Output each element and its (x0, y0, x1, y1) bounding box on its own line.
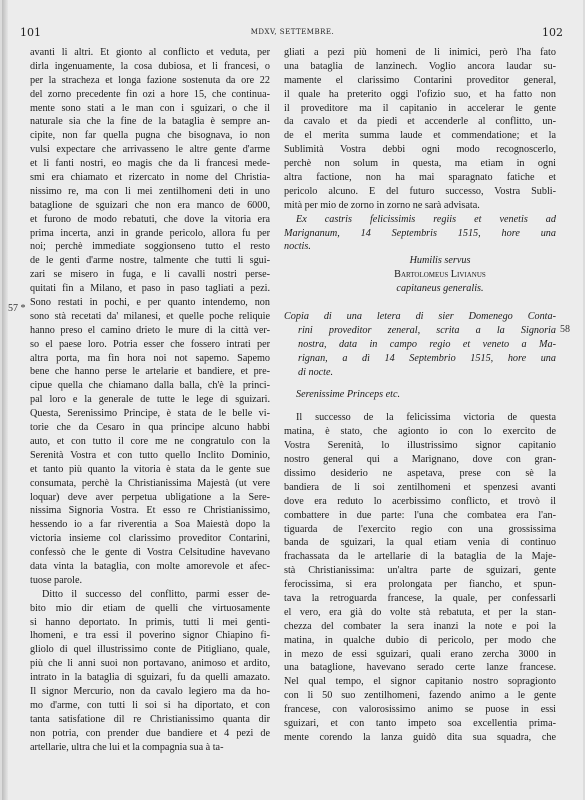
text-line: frachassata da le artellarie di la bataglia de la Maje- (284, 551, 556, 563)
text-line: et furono de modo rebatuti, che dove la vitoria era (30, 213, 270, 225)
page-header (2, 26, 583, 40)
page-number-left: 101 (20, 26, 41, 39)
text-line: altra factione, non ha mai sparagnato fatiche et (284, 172, 556, 184)
binding-shadow (2, 0, 8, 800)
text-line: smi era chiamato et rizercato in nome del Christia- (30, 172, 270, 184)
right-text-column (284, 46, 556, 745)
text-line: tanta satisfatione dil re Christianissimo quanta dir (30, 713, 270, 725)
text-line: gliolo di quel illustrissimo conte de Pitigliano, quale, (30, 644, 270, 656)
text-line: dove era reduto lo acerbissimo conflicto, et trovò il (284, 495, 556, 507)
left-text-column (30, 46, 270, 754)
text-line: bataglione de sguizari che non era manco de 6000, (30, 199, 270, 211)
text-line: Vostra Serenità, lo illustrissimo signor capitanio (284, 440, 556, 452)
margin-note-left: 57 * (8, 303, 26, 314)
text-line: perchè non solum in questa, ma etiam in ogni (284, 158, 556, 170)
heading-line: rini proveditor zeneral, scrita a la Signoria (298, 324, 556, 336)
text-line: cipite, non far quella pugna che bisognava, io non (30, 130, 270, 142)
text-line: banda de sguizari, la qual etiam venia di continuo (284, 537, 556, 549)
letter-closing (284, 213, 556, 255)
closing-line: Ex castris felicissimis regiis et venetis ad (296, 213, 556, 225)
text-line: bene che hanno perse le artelarie et bandiere, et pre- (30, 366, 270, 378)
page-number-right: 102 (542, 26, 563, 39)
text-line: noi; perchè immediate soggionseno tutto el resto (30, 241, 270, 253)
text-line: hessendo io a far riverentia a Soa Maiestà dopo la (30, 519, 270, 531)
text-line: mamente el clarissimo Contarini proveditor general, (284, 74, 556, 86)
heading-line: nostra, data in campo regio et veneto a Ma- (298, 338, 556, 350)
text-line: non potria, con prender due bandiere et 4 pezi de (30, 727, 270, 739)
text-line: combattere in due parte: l'una che combatea era l'an- (284, 509, 556, 521)
text-line: dissimo desiderio ne aspetava, prese con sè la (284, 467, 556, 479)
text-line: il quale ha preterito oggi l'ofizio suo, et ha fatto non (284, 88, 556, 100)
text-line: Sono restati in pochi, e per quanto intendemo, non (30, 297, 270, 309)
signer-name: Bartolomeus Livianus (394, 269, 486, 281)
text-line: Il successo de la felicissima victoria de questa (296, 412, 556, 424)
text-line: ferocissima, si era prolongata per fiancho, et spun- (284, 579, 556, 591)
heading-line: di nocte. (298, 366, 334, 378)
text-line: dirla ingenuamente, la cosa dubiosa, et li francesi, o (30, 60, 270, 72)
text-line: del zorno precedente fin ozi a hore 15, che continua- (30, 88, 270, 100)
book-page (2, 0, 583, 800)
text-line: victoria insieme col clarissimo proveditor Contarini, (30, 533, 270, 545)
text-line: zari se misero in fuga, e li cavalli nostri perse- (30, 269, 270, 281)
text-line: gliati a pezi più homeni de li inimici, però l'ha fato (284, 47, 556, 58)
letter-body (284, 411, 556, 744)
text-line: il proveditore ma il capitanio in accelerar le gente (284, 102, 556, 114)
text-line: tuose parole. (30, 574, 83, 586)
text-line: mente sono stati a le man con i sguizari, o che il (30, 102, 270, 114)
text-line: Nel qual tempo, el signor capitanio nostro sopragionto (284, 676, 556, 688)
text-line: matina, è stato, che agionto io con lo exercito de (284, 426, 556, 438)
text-line: una bataglia de lanzinech. Voglio ancora laudar su- (284, 60, 556, 72)
text-line: torie che da Cesaro in qua principe alcuno habbi (30, 422, 270, 434)
text-line: artellarie, ultra che lui et la compagnia sua à ta- (30, 741, 224, 753)
text-line: vulsi expectare che arrivasseno le altre gente d'arme (30, 144, 270, 156)
text-line: lhomeni, e tra essi il poverino signor Chiapino fi- (30, 630, 270, 642)
text-line: matina, in qualche dubio di pericolo, per modo che (284, 634, 556, 646)
text-line: mità per mio de zorno in zorno ne sarà advisata. (284, 199, 480, 211)
text-line: chezza del combater la sera inanzi la note e poi la (284, 620, 556, 632)
text-line: nostro general qui a Marignano, dove con gran- (284, 454, 556, 466)
text-line: con li 50 suo zentilhomeni, fazendo animo a le gente (284, 690, 556, 702)
text-line: stà Christianissima: un'altra parte de sguizari, gente (284, 565, 556, 577)
margin-note-right: 58 (560, 324, 570, 335)
text-line: più che li anni suoi non portavano, animoso et ardito, (30, 658, 270, 670)
text-line: et li fanti nostri, eo magis che da li francesi mede- (30, 158, 270, 170)
running-head: MDXV, SETTEMBRE. (250, 28, 335, 36)
text-line: Serenità Vostra et con tutto quello Inclito Dominio, (30, 449, 270, 461)
text-line: da cavalo et da piedi et accenderle al conflitto, un- (284, 116, 556, 128)
heading-line: rignan, a dì 14 Septembrio 1515, hore una (298, 352, 556, 364)
letter-heading (284, 310, 556, 379)
letter-continuation (284, 46, 556, 213)
text-line: nissima Signoria Vostra. Et esso re Christianissimo, (30, 505, 270, 517)
text-line: bito mio dir etiam de quelli che virtuosamente (30, 602, 270, 614)
text-line: cipue quella che chiamano dalla balla, ch'è la princi- (30, 380, 270, 392)
text-line: francese, con valorosissimo animo se puose in essi (284, 704, 556, 716)
heading-line: Copia di una letera di sier Domenego Conta- (284, 311, 556, 323)
text-line: prima incerta, anzi in grande pericolo, allora fu per (30, 227, 270, 239)
text-line: confessò che le gente di Vostra Celsitudine havevano (30, 547, 270, 559)
text-line: mente corendo la lanza guidò dita sua squadra, che (284, 731, 556, 743)
text-line: altra porta, ma fin hora noi not sapemo. Sapemo (30, 352, 270, 364)
salutation: Serenissime Princeps etc. (296, 389, 401, 401)
text-line: consumata, perchè la Christianissima Majestà (ut vere (30, 477, 270, 489)
text-line: de el merita summa laude et commendatione; et la (284, 130, 556, 142)
text-line: et tanto più quanto la vitoria è stata da le gente sue (30, 463, 270, 475)
text-line: intrato in la bataglia di sguizari, fu da quelli amazato. (30, 672, 270, 684)
text-line: mo d'arme, con tutti li soi si ha diportato, et con (30, 699, 270, 711)
text-line: una bataglione, havevano serado certe lanze francese. (284, 662, 556, 674)
text-line: Questa, Serenissimo Principe, è stata de le belle vi- (30, 408, 270, 420)
text-line: nissimo re, ma con li mei zentilhomeni deti in uno (30, 185, 270, 197)
text-line: hanno preso el camino drieto le mure di la città ver- (30, 324, 270, 336)
text-line: pericolo alcuno. E del futuro successo, Vostra Subli- (284, 185, 556, 197)
text-line: in mezo de essi sguizari, quali erano zercha 3000 in (284, 648, 556, 660)
text-line: Sublimità Vostra debbi ogni modo recognoscerlo, (284, 144, 556, 156)
text-line: Il signor Mercurio, non da cavalo legiero ma da ho- (30, 685, 270, 697)
text-line: so el paese loro. Potria esser che fossero intrati per (30, 338, 270, 350)
closing-line: Marignanum, 14 Septembris 1515, hore una (284, 227, 556, 239)
text-line: auto, et con tutto il core me ne congratulo con la (30, 435, 270, 447)
text-line: loquar) deve aver perpetua ubligatione a la Sere- (30, 491, 270, 503)
signoff: Humilis servus (409, 255, 471, 267)
text-line: si hanno deportato. In primis, tutti li mei genti- (30, 616, 270, 628)
text-line: Ditto il successo del conflitto, parmi esser de- (42, 588, 270, 600)
text-line: pal loro e la generale de tutte le lege di sguizari. (30, 394, 270, 406)
text-line: el vero, era già do volte stà rebatuta, et per la stan- (284, 606, 556, 618)
text-line: sono stà recetati da' milanesi, et quelle poche reliquie (30, 310, 270, 322)
signer-title: capitaneus generalis. (396, 283, 484, 295)
text-line: per la stracheza et longa fazione sostenuta da ore 22 (30, 74, 270, 86)
text-line: quitati fin a Milano, et paso in paso tagliati a pezi. (30, 283, 270, 295)
text-line: tiguarda de l'exercito regio con una grossissima (284, 523, 556, 535)
text-line: sguizari, et con tanto impeto soa excellentia prima- (284, 717, 556, 729)
text-line: bandiera de li soi zentilhomeni et spenzesi avanti (284, 481, 556, 493)
closing-line: noctis. (284, 241, 311, 253)
text-line: de le genti d'arme nostre, talmente che tutti li sgui- (30, 255, 270, 267)
text-line: naturale sia che la fine de la bataglia è sempre an- (30, 116, 270, 128)
text-line: data vinta la bataglia, con molte amorevole et afec- (30, 560, 270, 572)
text-line: tava la retroguarda francese, la quale, per confessarli (284, 592, 556, 604)
text-line: avanti li altri. Et gionto al conflicto et veduta, per (30, 47, 270, 58)
